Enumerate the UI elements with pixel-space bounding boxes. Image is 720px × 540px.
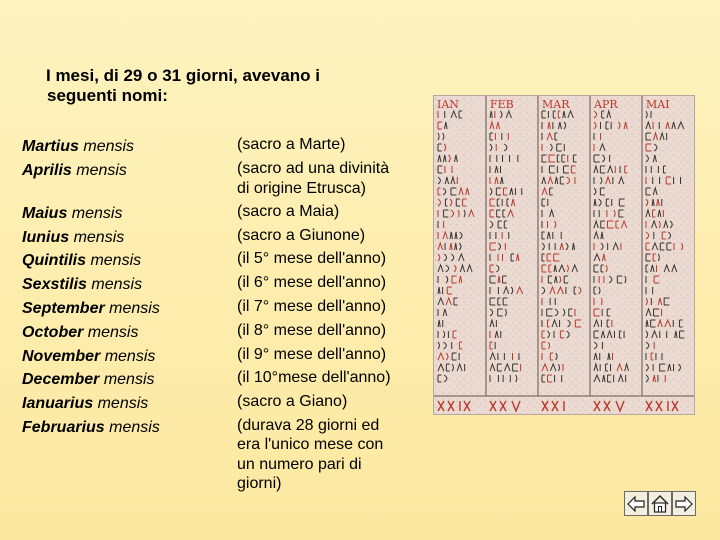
month-description: (sacro a Giunone) bbox=[237, 226, 366, 244]
month-name: Aprilis bbox=[22, 161, 72, 179]
description-line: un numero pari di bbox=[237, 455, 362, 473]
fasti-calendar-image bbox=[433, 95, 695, 415]
month-name-row bbox=[22, 273, 222, 297]
month-name-row bbox=[22, 368, 222, 392]
fasti-header: APR bbox=[594, 98, 618, 111]
month-description bbox=[237, 159, 417, 202]
month-name-row bbox=[22, 226, 222, 250]
month-name-row bbox=[22, 202, 222, 226]
month-name: Martius bbox=[22, 138, 79, 155]
month-name: Quintilis bbox=[22, 252, 86, 270]
fasti-header: FEB bbox=[490, 98, 514, 111]
fasti-fresco-illustration bbox=[434, 96, 695, 415]
description-line: (sacro ad una divinità bbox=[237, 159, 390, 177]
prev-button[interactable] bbox=[624, 491, 648, 516]
description-line: era l'unico mese con bbox=[237, 436, 384, 454]
month-name-row bbox=[22, 159, 222, 202]
month-name-row bbox=[22, 249, 222, 273]
month-descriptions-column bbox=[237, 135, 417, 494]
month-suffix: mensis bbox=[87, 323, 139, 341]
month-name: Iunius bbox=[22, 228, 70, 246]
month-name: November bbox=[22, 347, 101, 365]
month-name: October bbox=[22, 323, 84, 341]
description-line: giorni) bbox=[237, 475, 282, 493]
month-suffix: mensis bbox=[103, 371, 155, 389]
month-description bbox=[237, 416, 417, 494]
next-button[interactable] bbox=[672, 491, 696, 516]
month-suffix: mensis bbox=[104, 347, 156, 365]
month-suffix: mensis bbox=[83, 138, 135, 155]
month-suffix: mensis bbox=[109, 418, 160, 436]
fasti-header: MAR bbox=[542, 98, 570, 111]
month-suffix: mensis bbox=[90, 252, 142, 270]
month-description: (sacro a Marte) bbox=[237, 136, 346, 153]
month-description: (il 7° mese dell'anno) bbox=[237, 297, 387, 315]
fasti-header: MAI bbox=[646, 98, 670, 111]
month-suffix: mensis bbox=[97, 395, 149, 413]
month-name: Sexstilis bbox=[22, 276, 87, 294]
month-description: (sacro a Maia) bbox=[237, 202, 340, 220]
month-name-row bbox=[22, 321, 222, 345]
month-name: Maius bbox=[22, 204, 68, 222]
intro-line-2: seguenti nomi: bbox=[47, 86, 168, 105]
description-line: (durava 28 giorni ed bbox=[237, 416, 380, 434]
month-suffix: mensis bbox=[71, 204, 123, 222]
month-name-row bbox=[22, 297, 222, 321]
home-button[interactable] bbox=[648, 491, 672, 516]
month-description: (il 5° mese dell'anno) bbox=[237, 250, 387, 268]
description-line: di origine Etrusca) bbox=[237, 179, 366, 197]
month-name: December bbox=[22, 371, 100, 389]
arrow-left-icon bbox=[626, 495, 646, 513]
month-suffix: mensis bbox=[109, 299, 160, 317]
arrow-right-icon bbox=[674, 495, 694, 513]
home-icon bbox=[650, 494, 670, 514]
fasti-header: IAN bbox=[437, 98, 459, 111]
month-name-row bbox=[22, 416, 222, 440]
month-description: (il 10°mese dell'anno) bbox=[237, 369, 391, 387]
month-name: Ianuarius bbox=[22, 395, 94, 413]
month-description: (il 9° mese dell'anno) bbox=[237, 345, 387, 363]
month-name: September bbox=[22, 299, 105, 317]
intro-line-1: I mesi, di 29 o 31 giorni, avevano i bbox=[46, 66, 320, 85]
month-description: (il 8° mese dell'anno) bbox=[237, 321, 387, 339]
month-suffix: mensis bbox=[76, 161, 127, 179]
month-description: (il 6° mese dell'anno) bbox=[237, 274, 387, 292]
intro-text bbox=[46, 66, 376, 106]
month-name-row bbox=[22, 392, 222, 416]
month-description: (sacro a Giano) bbox=[237, 393, 348, 411]
month-name-row bbox=[22, 135, 222, 159]
month-suffix: mensis bbox=[73, 228, 125, 246]
month-name-row bbox=[22, 345, 222, 369]
month-names-column bbox=[22, 135, 222, 440]
month-name: Februarius bbox=[22, 418, 105, 436]
month-suffix: mensis bbox=[91, 276, 143, 294]
